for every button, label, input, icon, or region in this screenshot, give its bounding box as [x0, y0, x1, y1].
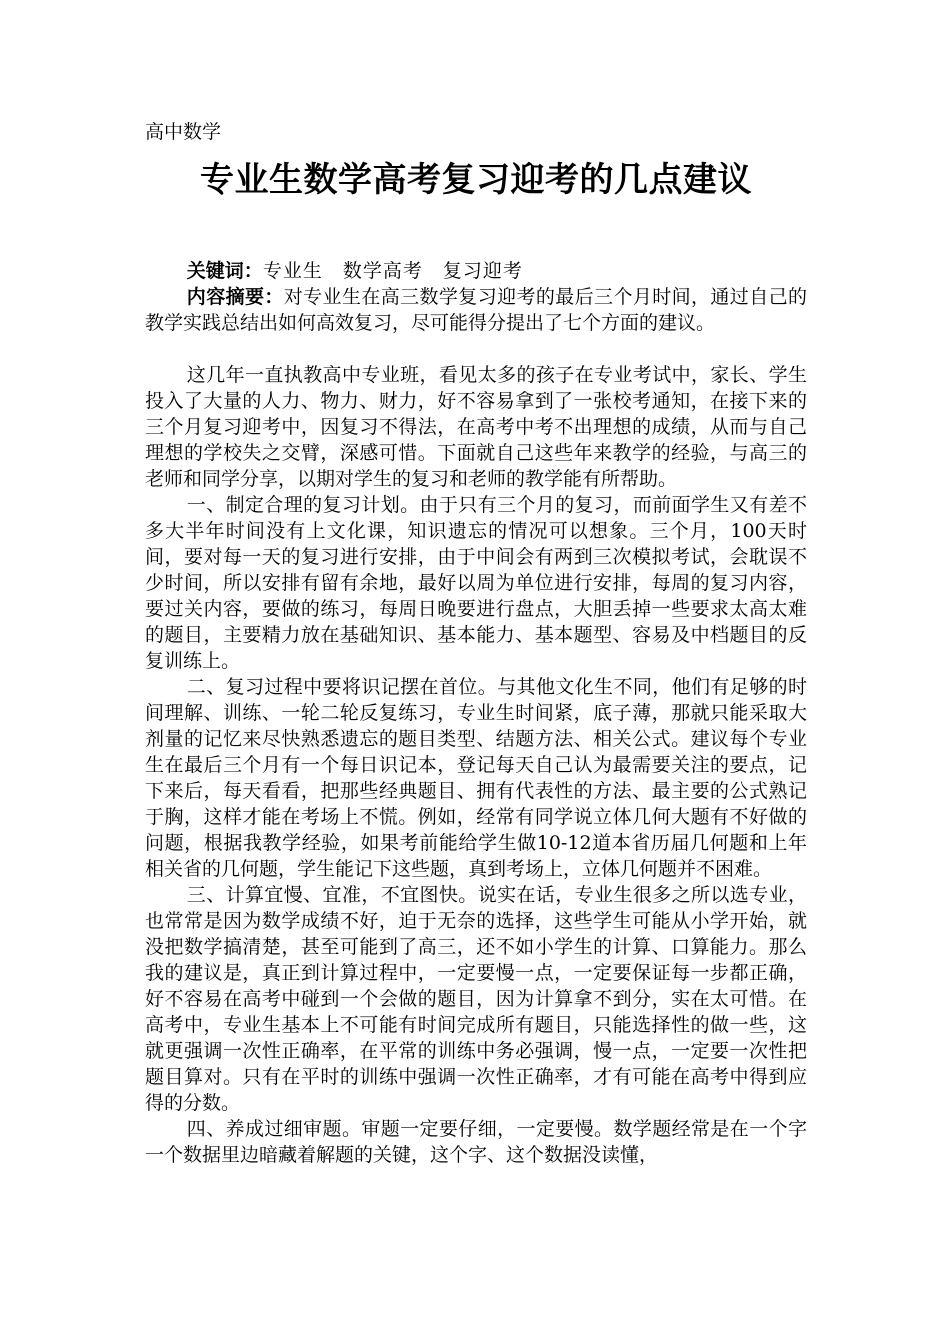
document-meta [145, 258, 807, 336]
abstract-label: 内容摘要： [186, 286, 284, 308]
document-body [145, 362, 807, 1168]
abstract-text: 对专业生在高三数学复习迎考的最后三个月时间，通过自己的教学实践总结出如何高效复习，尽可能得分提出了七个方面的建议。 [145, 286, 807, 334]
paragraph-intro: 这几年一直执教高中专业班，看见太多的孩子在专业考试中，家长、学生投入了大量的人力、物力、财力，好不容易拿到了一张校考通知，在接下来的三个月复习迎考中，因复习不得法，在高考中考不出理想的成绩，从而与自己理想的学校失之交臂，深感可惜。下面就自己这些年来教学的经验，与高三的老师和同学分享，以期对学生的复习和老师的教学能有所帮助。 [145, 364, 807, 490]
paragraph-point-3: 三、计算宜慢、宜准，不宜图快。说实在话，专业生很多之所以选专业，也常常是因为数学成绩不好，迫于无奈的选择，这些学生可能从小学开始，就没把数学搞清楚，甚至可能到了高三，还不如小学生的计算、口算能力。那么我的建议是，真正到计算过程中，一定要慢一点，一定要保证每一步都正确，好不容易在高考中碰到一个会做的题目，因为计算拿不到分，实在太可惜。在高考中，专业生基本上不可能有时间完成所有题目，只能选择性的做一些，这就更强调一次性正确率，在平常的训练中务必强调，慢一点，一定要一次性把题目算对。只有在平时的训练中强调一次性正确率，才有可能在高考中得到应得的分数。 [145, 884, 807, 1114]
paragraph-point-2: 二、复习过程中要将识记摆在首位。与其他文化生不同，他们有足够的时间理解、训练、一轮二轮反复练习，专业生时间紧，底子薄，那就只能采取大剂量的记忆来尽快熟悉遗忘的题目类型、结题方法、相关公式。建议每个专业生在最后三个月有一个每日识记本，登记每天自己认为最需要关注的要点，记下来后，每天看看，把那些经典题目、拥有代表性的方法、最主要的公式熟记于胸，这样才能在考场上不慌。例如，经常有同学说立体几何大题有不好做的问题，根据我教学经验，如果考前能给学生做10-12道本省历届几何题和上年相关省的几何题，学生能记下这些题，真到考场上，立体几何题并不困难。 [145, 676, 807, 880]
abstract-line [145, 284, 807, 336]
keywords-text: 专业生 数学高考 复习迎考 [262, 260, 523, 282]
subject-label: 高中数学 [145, 121, 222, 143]
keywords-label: 关键词： [186, 260, 263, 282]
paragraph-point-1: 一、制定合理的复习计划。由于只有三个月的复习，而前面学生又有差不多大半年时间没有上文化课，知识遗忘的情况可以想象。三个月，100天时间，要对每一天的复习进行安排，由于中间会有两到三次模拟考试，会耽误不少时间，所以安排有留有余地，最好以周为单位进行安排，每周的复习内容，要过关内容，要做的练习，每周日晚要进行盘点，大胆丢掉一些要求太高太难的题目，主要精力放在基础知识、基本能力、基本题型、容易及中档题目的反复训练上。 [145, 494, 807, 672]
document-page [145, 118, 807, 1168]
keywords-line [145, 258, 807, 284]
document-title: 专业生数学高考复习迎考的几点建议 [200, 160, 752, 200]
paragraph-point-4: 四、养成过细审题。审题一定要仔细，一定要慢。数学题经常是在一个字一个数据里边暗藏着解题的关键，这个字、这个数据没读懂， [145, 1118, 807, 1166]
